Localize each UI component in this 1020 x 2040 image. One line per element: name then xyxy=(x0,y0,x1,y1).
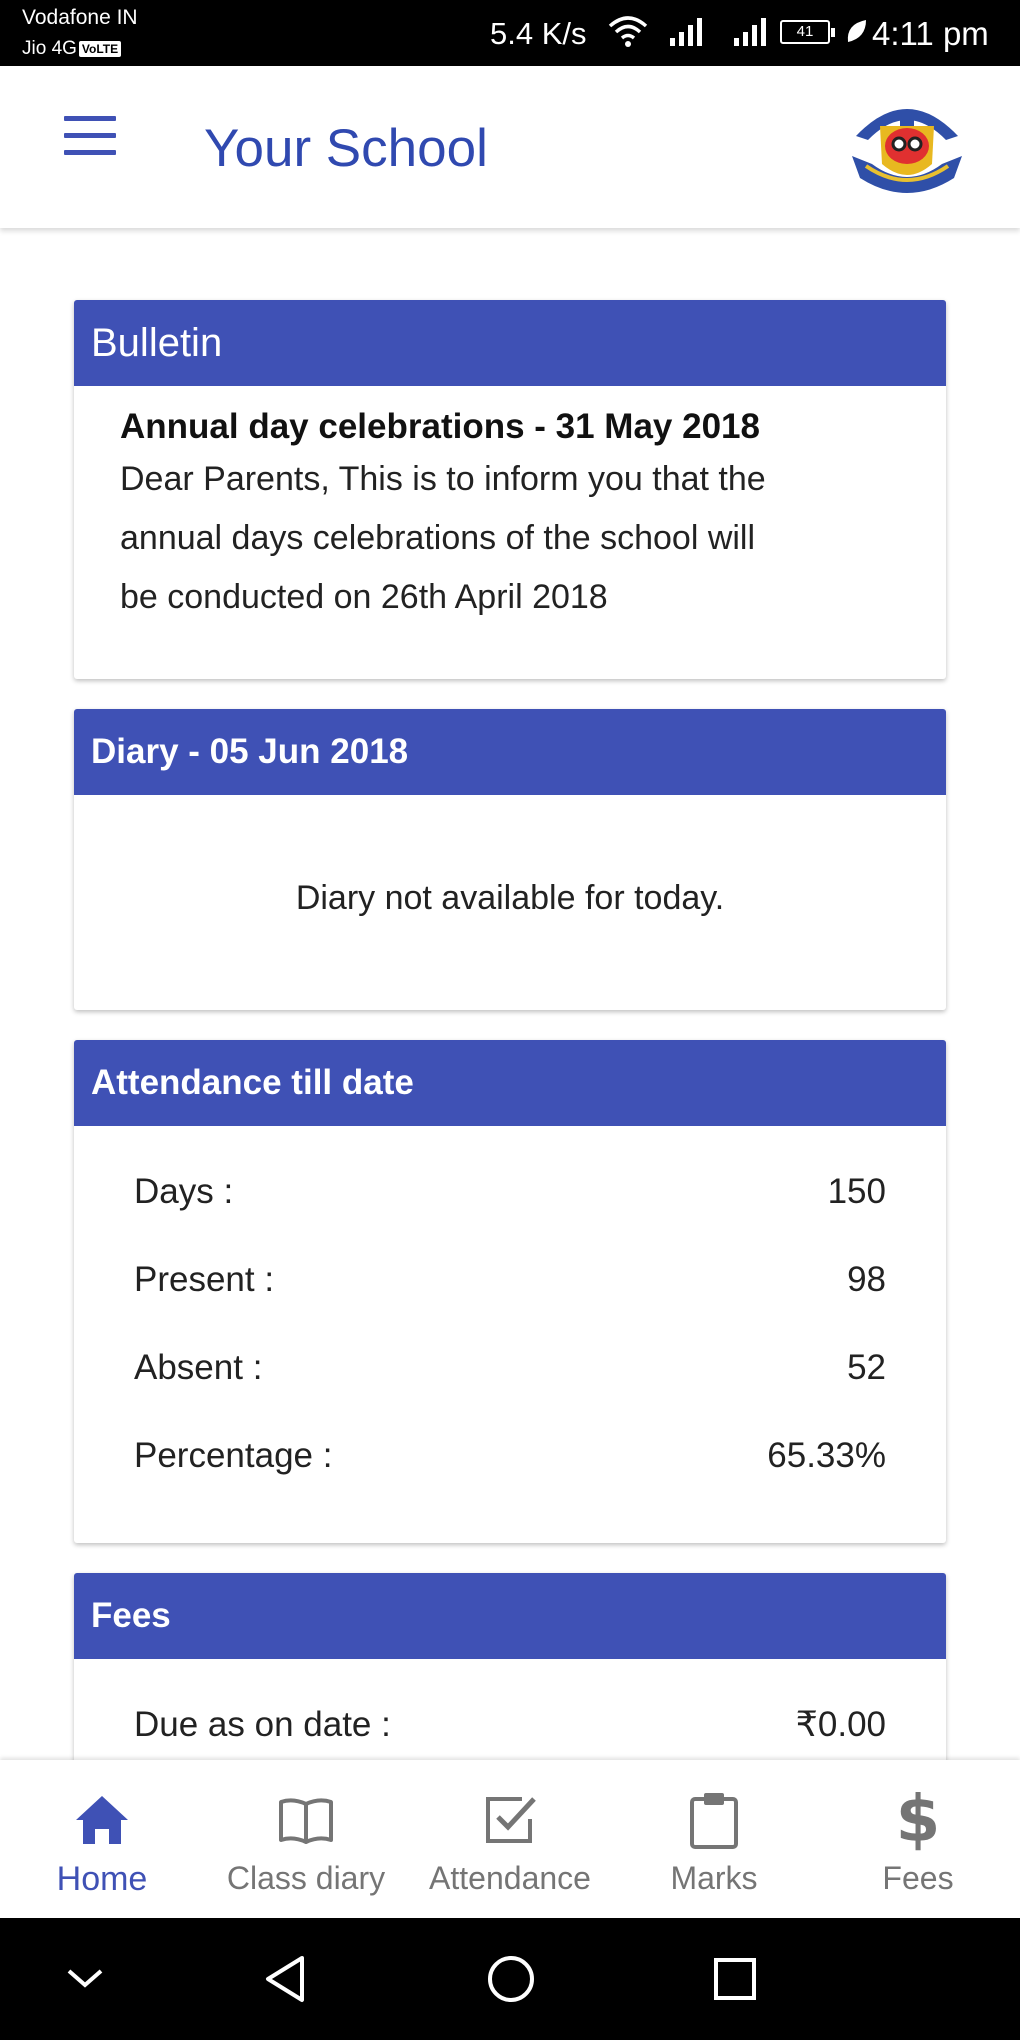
network-speed: 5.4 K/s xyxy=(490,16,587,51)
row-value: ₹0.00 xyxy=(795,1705,886,1744)
row-label: Due as on date : xyxy=(134,1705,391,1744)
nav-home-label: Home xyxy=(56,1860,148,1898)
wifi-icon xyxy=(608,14,648,48)
attendance-row-present xyxy=(134,1236,886,1324)
attendance-card[interactable] xyxy=(74,1040,946,1543)
nav-fees-label: Fees xyxy=(882,1860,954,1896)
fees-body xyxy=(74,1659,946,1769)
row-value: 98 xyxy=(847,1260,886,1299)
bulletin-subject: Annual day celebrations - 31 May 2018 xyxy=(120,407,760,446)
menu-icon-line xyxy=(64,133,116,138)
bulletin-line: be conducted on 26th April 2018 xyxy=(120,578,608,616)
battery-icon: 41 xyxy=(780,20,830,44)
row-value: 150 xyxy=(827,1172,886,1211)
leaf-icon xyxy=(844,18,868,46)
recents-button[interactable] xyxy=(700,1918,770,2040)
status-bar xyxy=(0,0,1020,66)
volte-badge: VoLTE xyxy=(79,41,121,57)
diary-card[interactable] xyxy=(74,709,946,1010)
school-logo xyxy=(842,86,972,206)
nav-home[interactable] xyxy=(0,1760,204,1918)
nav-class-diary[interactable] xyxy=(204,1760,408,1918)
attendance-row-percentage xyxy=(134,1412,886,1500)
clipboard-icon xyxy=(688,1790,740,1850)
clock: 4:11 pm xyxy=(872,15,989,52)
chevron-down-icon xyxy=(65,1967,105,1991)
nav-marks-label: Marks xyxy=(670,1860,758,1896)
menu-button[interactable] xyxy=(60,116,120,166)
carrier-secondary xyxy=(22,38,121,60)
diary-message: Diary not available for today. xyxy=(295,879,725,917)
carrier-secondary-label: Jio 4G xyxy=(22,38,77,59)
nav-attendance-label: Attendance xyxy=(429,1860,591,1896)
check-box-icon xyxy=(482,1790,538,1850)
nav-attendance[interactable] xyxy=(408,1760,612,1918)
row-label: Absent : xyxy=(134,1348,263,1387)
row-value: 65.33% xyxy=(767,1436,886,1475)
row-label: Days : xyxy=(134,1172,234,1211)
diary-header: Diary - 05 Jun 2018 xyxy=(74,709,946,795)
square-icon xyxy=(712,1956,758,2002)
app-bar xyxy=(0,66,1020,228)
signal-icon xyxy=(732,16,772,48)
attendance-row-days xyxy=(134,1148,886,1236)
attendance-row-absent xyxy=(134,1324,886,1412)
fees-row-due xyxy=(134,1681,886,1769)
bulletin-line: Dear Parents, This is to inform you that the xyxy=(120,460,766,498)
bulletin-line: annual days celebrations of the school will xyxy=(120,519,756,557)
nav-class-diary-label: Class diary xyxy=(226,1860,386,1896)
row-label: Percentage : xyxy=(134,1436,333,1475)
attendance-body xyxy=(74,1126,946,1500)
nav-fees[interactable] xyxy=(816,1760,1020,1918)
menu-icon-line xyxy=(64,150,116,155)
home-system-button[interactable] xyxy=(476,1918,546,2040)
bulletin-header: Bulletin xyxy=(74,300,946,386)
page-title: Your School xyxy=(204,119,488,178)
nav-marks[interactable] xyxy=(612,1760,816,1918)
circle-icon xyxy=(485,1953,537,2005)
book-icon xyxy=(277,1790,335,1850)
back-button[interactable] xyxy=(250,1918,320,2040)
bottom-nav xyxy=(0,1760,1020,1918)
system-nav-bar xyxy=(0,1918,1020,2040)
signal-icon xyxy=(668,16,708,48)
fees-header: Fees xyxy=(74,1573,946,1659)
carrier-primary: Vodafone IN xyxy=(22,6,138,29)
home-icon xyxy=(73,1790,131,1850)
back-triangle-icon xyxy=(262,1954,308,2004)
row-value: 52 xyxy=(847,1348,886,1387)
attendance-header: Attendance till date xyxy=(74,1040,946,1126)
bulletin-body xyxy=(74,386,946,627)
collapse-button[interactable] xyxy=(50,1918,120,2040)
row-label: Present : xyxy=(134,1260,275,1299)
bulletin-card[interactable] xyxy=(74,300,946,679)
menu-icon xyxy=(64,116,116,121)
dollar-icon: $ xyxy=(895,1783,941,1857)
